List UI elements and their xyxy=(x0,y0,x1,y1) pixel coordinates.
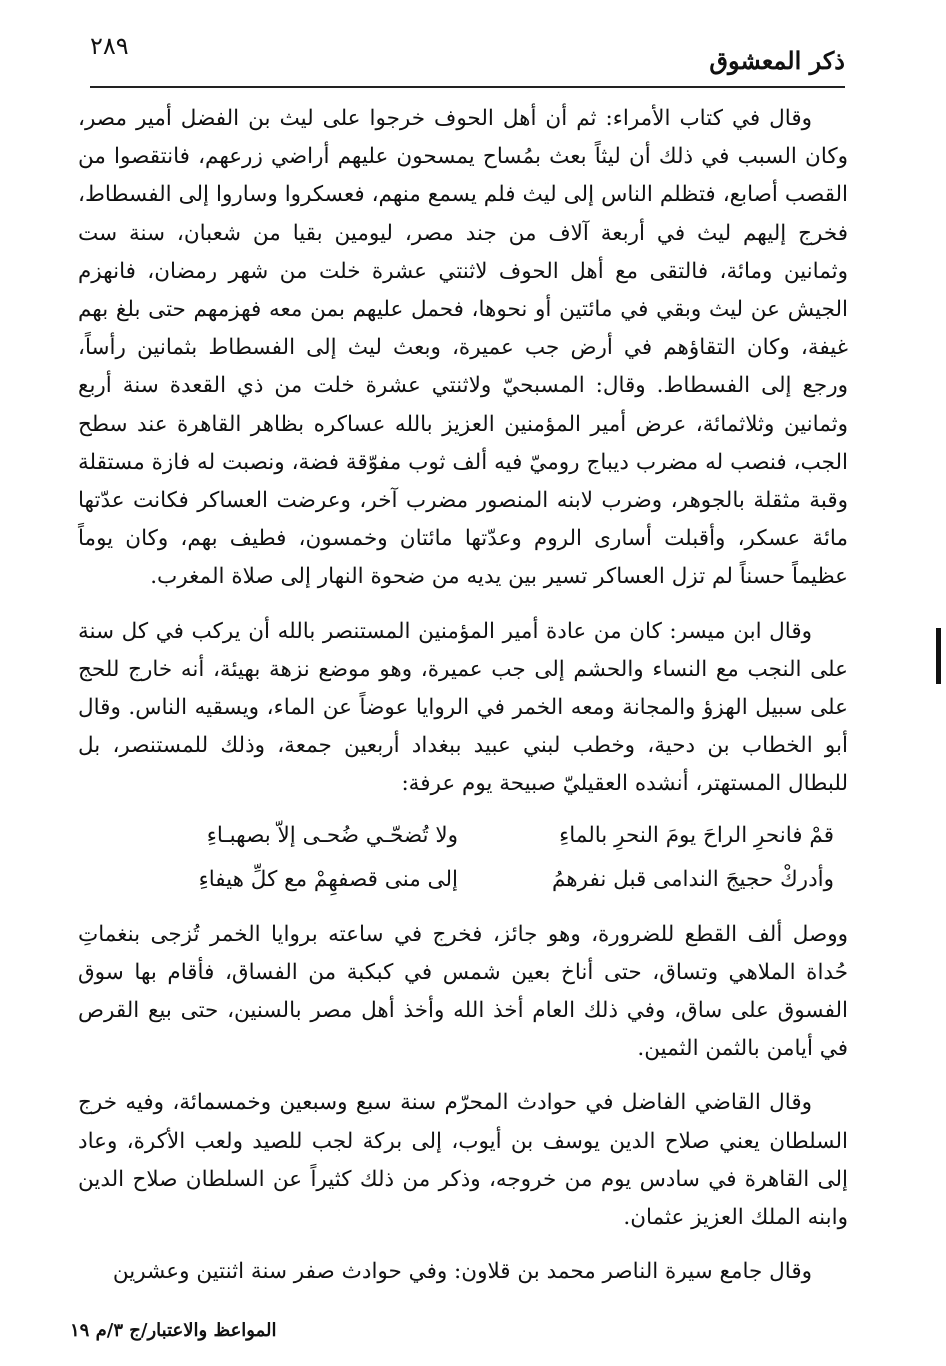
header-divider xyxy=(90,86,845,88)
margin-mark xyxy=(936,628,941,684)
paragraph-1: وقال في كتاب الأمراء: ثم أن أهل الحوف خرجوا على ليث بن الفضل أمير مصر، وكان السبب في ذلك أن ليثاً بعث بمُساح يمسحون عليهم أراضي زرعهم، فانتقصوا من القصب أصابع، فتظلم الناس إلى ليث فلم يسمع منهم، فعسكروا وساروا إلى الفسطاط، فخرج إليهم ليث في أربعة آلاف من جند مصر، ليومين بقيا من شعبان، سنة ست وثمانين ومائة، فالتقى مع أهل الحوف لاثنتي عشرة خلت من شهر رمضان، فانهزم الجيش عن ليث وبقي في مائتين أو نحوها، فحمل عليهم بمن معه فهزمهم حتى بلغ بهم غيفة، وكان التقاؤهم في أرض جب عميرة، وبعث ليث إلى الفسطاط بثمانين رأساً، ورجع إلى الفسطاط. وقال: المسبحيّ ولاثنتي عشرة خلت من ذي القعدة سنة أربع وثمانين وثلاثمائة، عرض أمير المؤمنين العزيز بالله عساكره بظاهر القاهرة عند سطح الجب، فنصب له مضرب ديباج روميّ فيه ألف ثوب مفوّقة فضة، ونصبت له فازة مستقلة وقبة مثقلة بالجوهر، وضرب لابنه المنصور مضرب آخر، وعرضت العساكر فكانت عدّتها مائة عسكر، وأقبلت أسارى الروم وعدّتها مائتان وخمسون، فطيف بهم، وكان يوماً عظيماً حسناً لم تزل العساكر تسير بين يديه من ضحوة النهار إلى صلاة المغرب. xyxy=(78,106,848,590)
verse-line xyxy=(78,814,848,858)
verse-second-hemistich: إلى منى قصفهِمْ مع كلِّ هيفاءِ xyxy=(198,866,458,892)
main-text xyxy=(78,100,848,1291)
paragraph-5: وقال جامع سيرة الناصر محمد بن قلاون: وفي حوادث صفر سنة اثنتين وعشرين xyxy=(112,1259,812,1285)
paragraph-4: وقال القاضي الفاضل في حوادث المحرّم سنة سبع وسبعين وخمسمائة، وفيه خرج السلطان يعني صلاح الدين يوسف بن أيوب، إلى بركة لجب للصيد ولعب الأكرة، وعاد إلى القاهرة في سادس يوم من خروجه، وذكر من ذلك كثيراً عن السلطان صلاح الدين وابنه الملك العزيز عثمان. xyxy=(78,1090,848,1231)
verse-first-hemistich: قمْ فانحرِ الراحَ يومَ النحرِ بالماءِ xyxy=(559,822,834,848)
paragraph-3: ووصل ألف القطع للضرورة، وهو جائز، فخرج في ساعته بروايا الخمر تُزجى بنغماتِ حُداة الملاهي وتساق، حتى أناخ بعين شمس في كبكبة من الفساق، فأقام بها سوق الفسوق على ساق، وفي ذلك العام أخذ الله وأخذ أهل مصر بالسنين، حتى بيع القرص في أيامن بالثمن الثمين. xyxy=(78,921,848,1062)
verse-first-hemistich: وأدركْ حجيجَ الندامى قبل نفرهمُ xyxy=(551,866,834,892)
verse-second-hemistich: ولا تُضحّـي ضُحـى إلاّ بصهبـاءِ xyxy=(206,822,458,848)
page-header xyxy=(90,30,845,90)
page-number: ٢٨٩ xyxy=(90,32,129,60)
footer-signature: المواعظ والاعتبار/ج ٣/م ١٩ xyxy=(70,1320,277,1341)
running-title: ذكر المعشوق xyxy=(709,46,845,75)
paragraph-2: وقال ابن ميسر: كان من عادة أمير المؤمنين المستنصر بالله أن يركب في كل سنة على النجب مع النساء والحشم إلى جب عميرة، وهو موضع نزهة بهيئة، أنه خارج للحج على سبيل الهزؤ والمجانة ومعه الخمر في الروايا عوضاً عن الماء، ويسقيه الناس. وقال أبو الخطاب بن دحية، وخطب لبني عبيد ببغداد أربعين جمعة، وذلك للمستنصر، بل للبطال المستهتر، أنشده العقيليّ صبيحة يوم عرفة: xyxy=(78,618,848,797)
poem-verses xyxy=(78,814,848,902)
verse-line xyxy=(78,858,848,902)
